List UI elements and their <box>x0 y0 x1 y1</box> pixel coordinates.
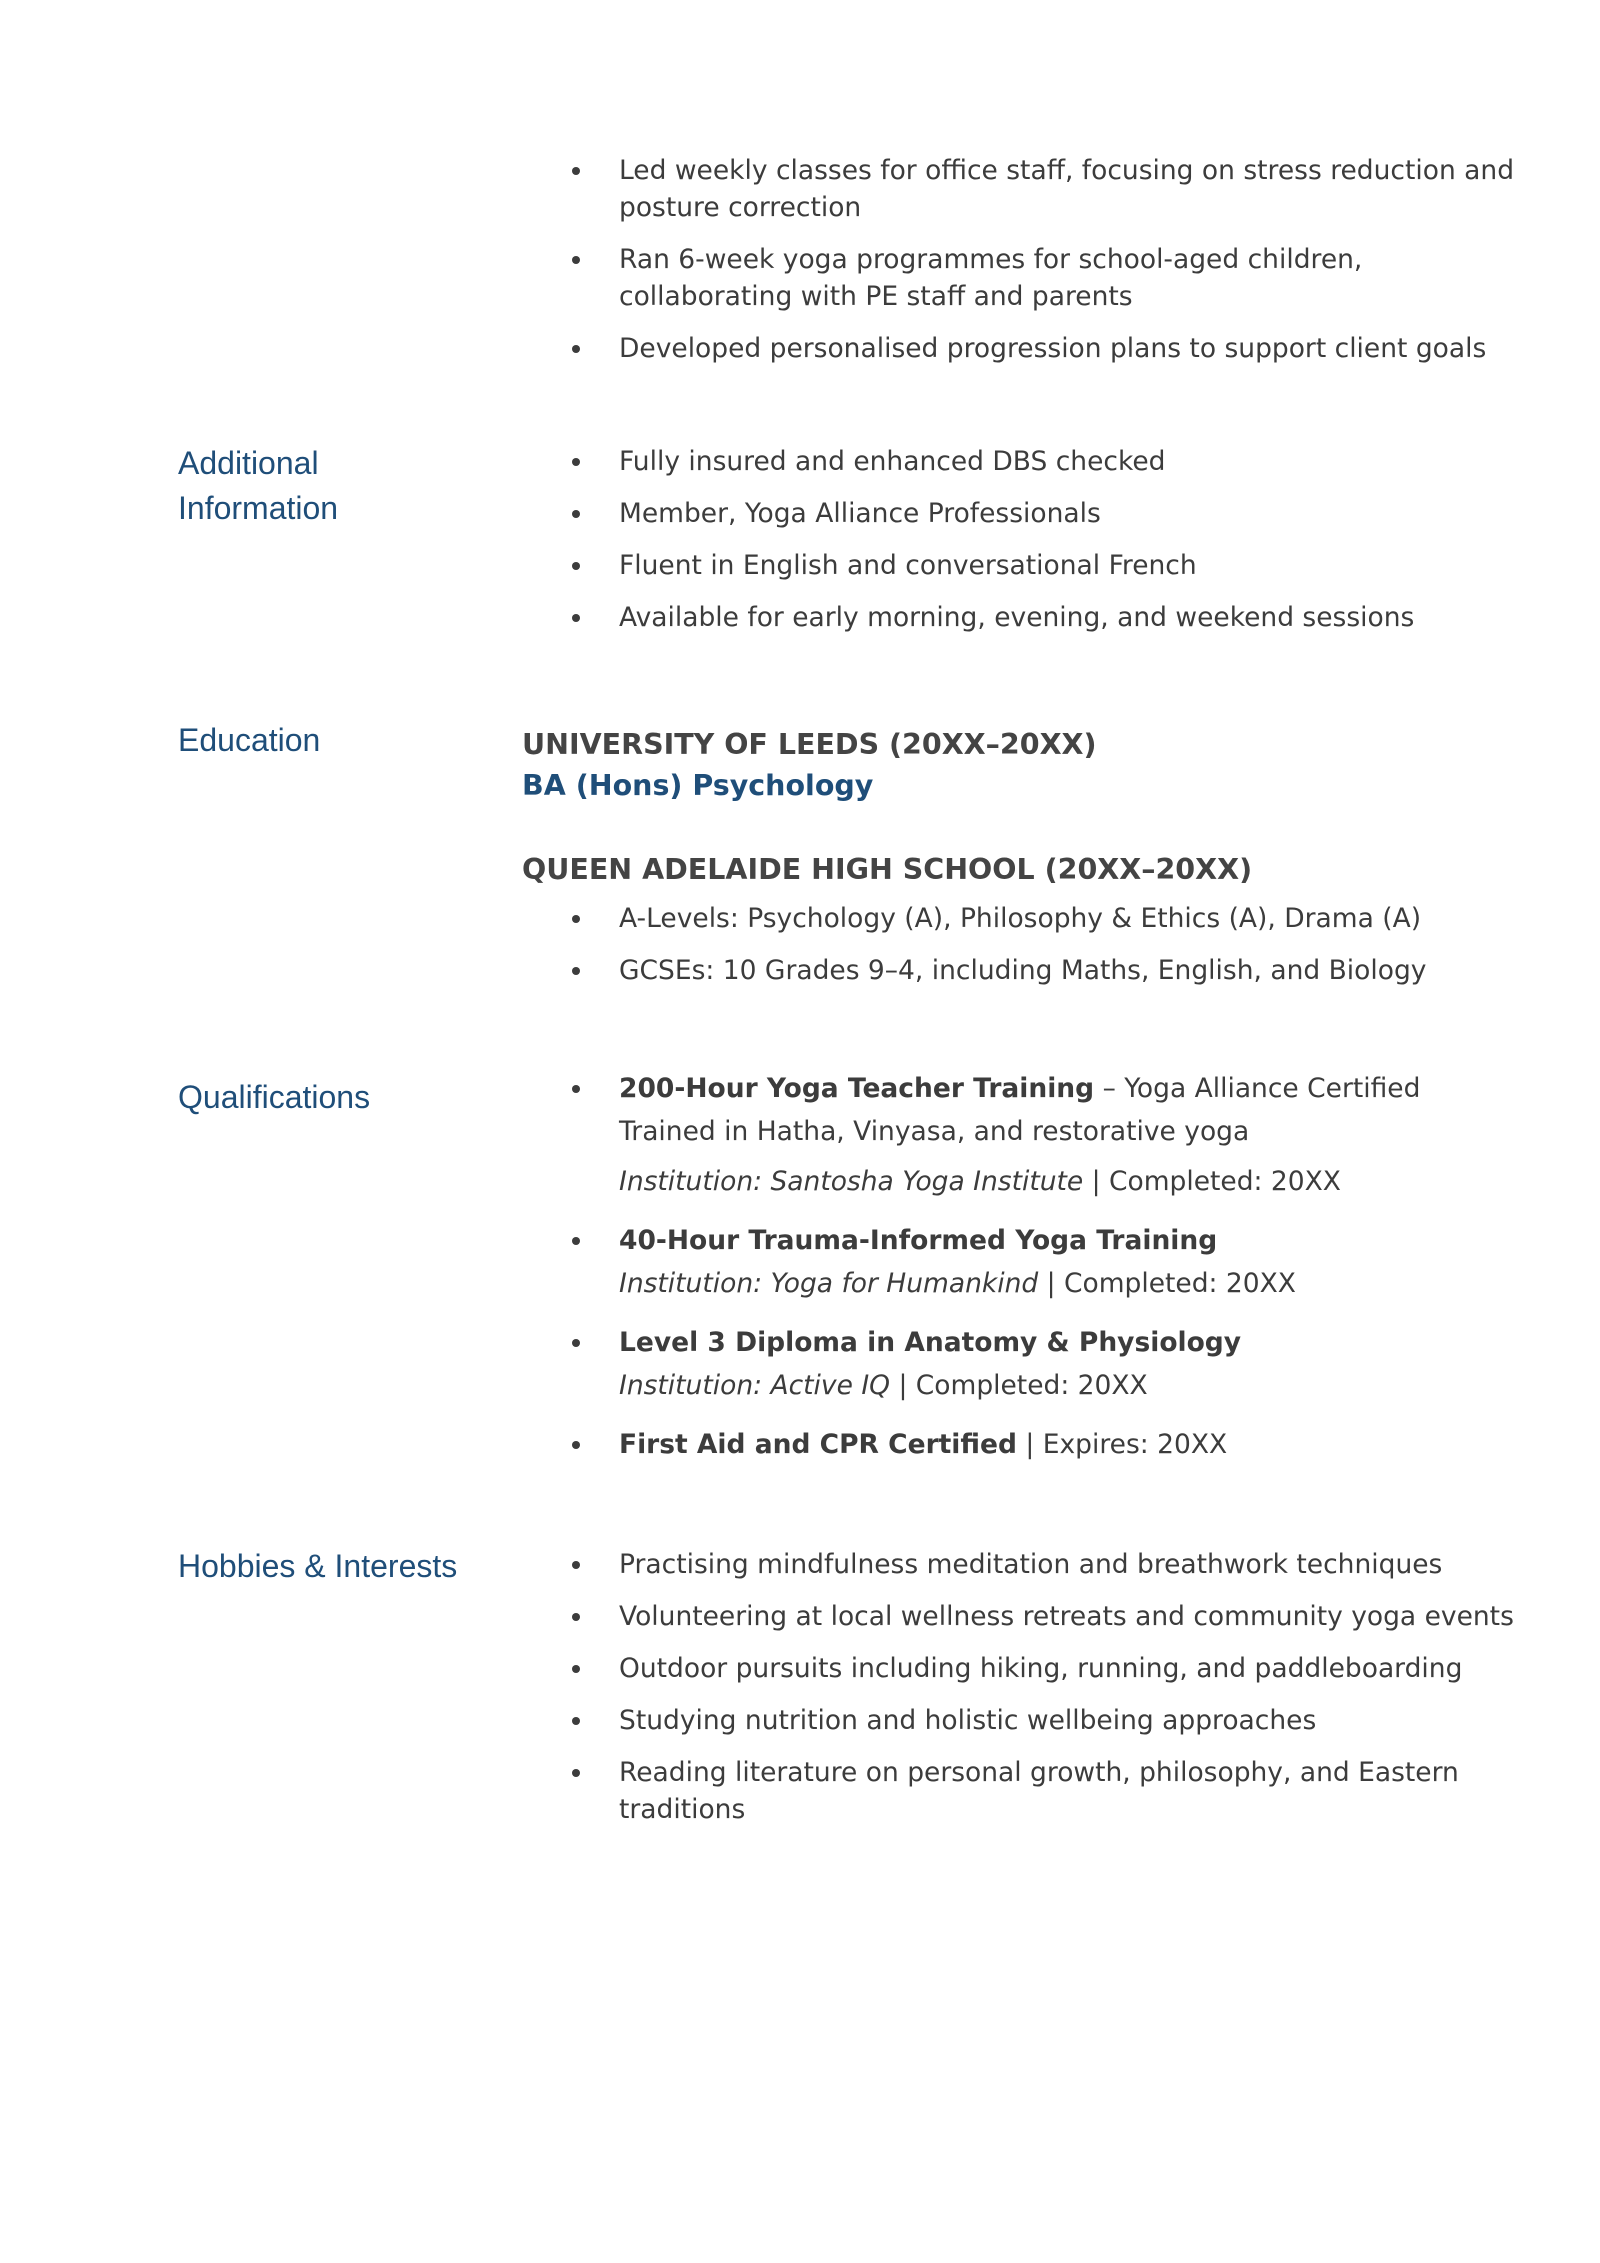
degree-title: BA (Hons) Psychology <box>522 769 874 802</box>
list-item: Volunteering at local wellness retreats and community yoga events <box>522 1598 1522 1635</box>
qualifications-list <box>522 1070 1522 1463</box>
qualification-completed: | Completed: 20XX <box>1038 1268 1296 1299</box>
list-item: Fluent in English and conversational French <box>522 547 1522 584</box>
hobbies-heading: Hobbies & Interests <box>178 1548 458 1584</box>
list-item: Fully insured and enhanced DBS checked <box>522 443 1522 480</box>
qualification-title: First Aid and CPR Certified <box>619 1429 1017 1460</box>
qualifications-section <box>522 1070 1522 1463</box>
list-item: Studying nutrition and holistic wellbeing approaches <box>522 1702 1522 1739</box>
qualification-title: Level 3 Diploma in Anatomy & Physiology <box>619 1327 1242 1358</box>
education-section <box>522 724 1522 989</box>
education-heading: Education <box>178 722 321 758</box>
qualification-institution: Institution: Santosha Yoga Institute <box>619 1166 1084 1197</box>
school-name: QUEEN ADELAIDE HIGH SCHOOL (20XX–20XX) <box>522 853 1253 886</box>
list-item: Ran 6-week yoga programmes for school-aged children, collaborating with PE staff and parents <box>522 241 1522 315</box>
qualifications-heading: Qualifications <box>178 1079 371 1115</box>
qualification-item <box>522 1324 1522 1411</box>
qualification-suffix: – Yoga Alliance Certified <box>1094 1073 1421 1104</box>
list-item: Available for early morning, evening, and weekend sessions <box>522 599 1522 636</box>
qualification-institution: Institution: Active IQ <box>619 1370 891 1401</box>
hobbies-bullets <box>522 1546 1522 1828</box>
qualification-title: 200-Hour Yoga Teacher Training <box>619 1073 1095 1104</box>
list-item: A-Levels: Psychology (A), Philosophy & Ethics (A), Drama (A) <box>522 900 1522 937</box>
qualification-institution-line <box>619 1259 1522 1309</box>
list-item: Member, Yoga Alliance Professionals <box>522 495 1522 532</box>
qualification-item <box>522 1222 1522 1309</box>
list-item: Outdoor pursuits including hiking, running, and paddleboarding <box>522 1650 1522 1687</box>
qualification-institution-line <box>619 1361 1522 1411</box>
list-item: Reading literature on personal growth, philosophy, and Eastern traditions <box>522 1754 1522 1828</box>
list-item: Led weekly classes for office staff, focusing on stress reduction and posture correction <box>522 152 1522 226</box>
list-item: Developed personalised progression plans to support client goals <box>522 330 1522 367</box>
qualification-suffix: | Expires: 20XX <box>1016 1429 1228 1460</box>
qualification-completed: | Completed: 20XX <box>890 1370 1148 1401</box>
additional-information-section <box>522 443 1522 636</box>
qualification-detail: Trained in Hatha, Vinyasa, and restorative yoga <box>619 1116 1250 1147</box>
list-item: GCSEs: 10 Grades 9–4, including Maths, English, and Biology <box>522 952 1522 989</box>
qualification-item <box>522 1426 1522 1463</box>
hobbies-section <box>522 1546 1522 1828</box>
experience-section <box>522 152 1522 367</box>
university-name: UNIVERSITY OF LEEDS (20XX–20XX) <box>522 728 1097 761</box>
additional-information-bullets <box>522 443 1522 636</box>
list-item: Practising mindfulness meditation and breathwork techniques <box>522 1546 1522 1583</box>
qualification-institution-line <box>619 1157 1522 1207</box>
qualification-item <box>522 1070 1522 1207</box>
qualification-institution: Institution: Yoga for Humankind <box>619 1268 1039 1299</box>
qualification-title: 40-Hour Trauma-Informed Yoga Training <box>619 1225 1218 1256</box>
experience-bullets <box>522 152 1522 367</box>
school-bullets <box>522 900 1522 989</box>
additional-information-heading: Additional Information <box>178 445 339 526</box>
qualification-completed: | Completed: 20XX <box>1083 1166 1341 1197</box>
